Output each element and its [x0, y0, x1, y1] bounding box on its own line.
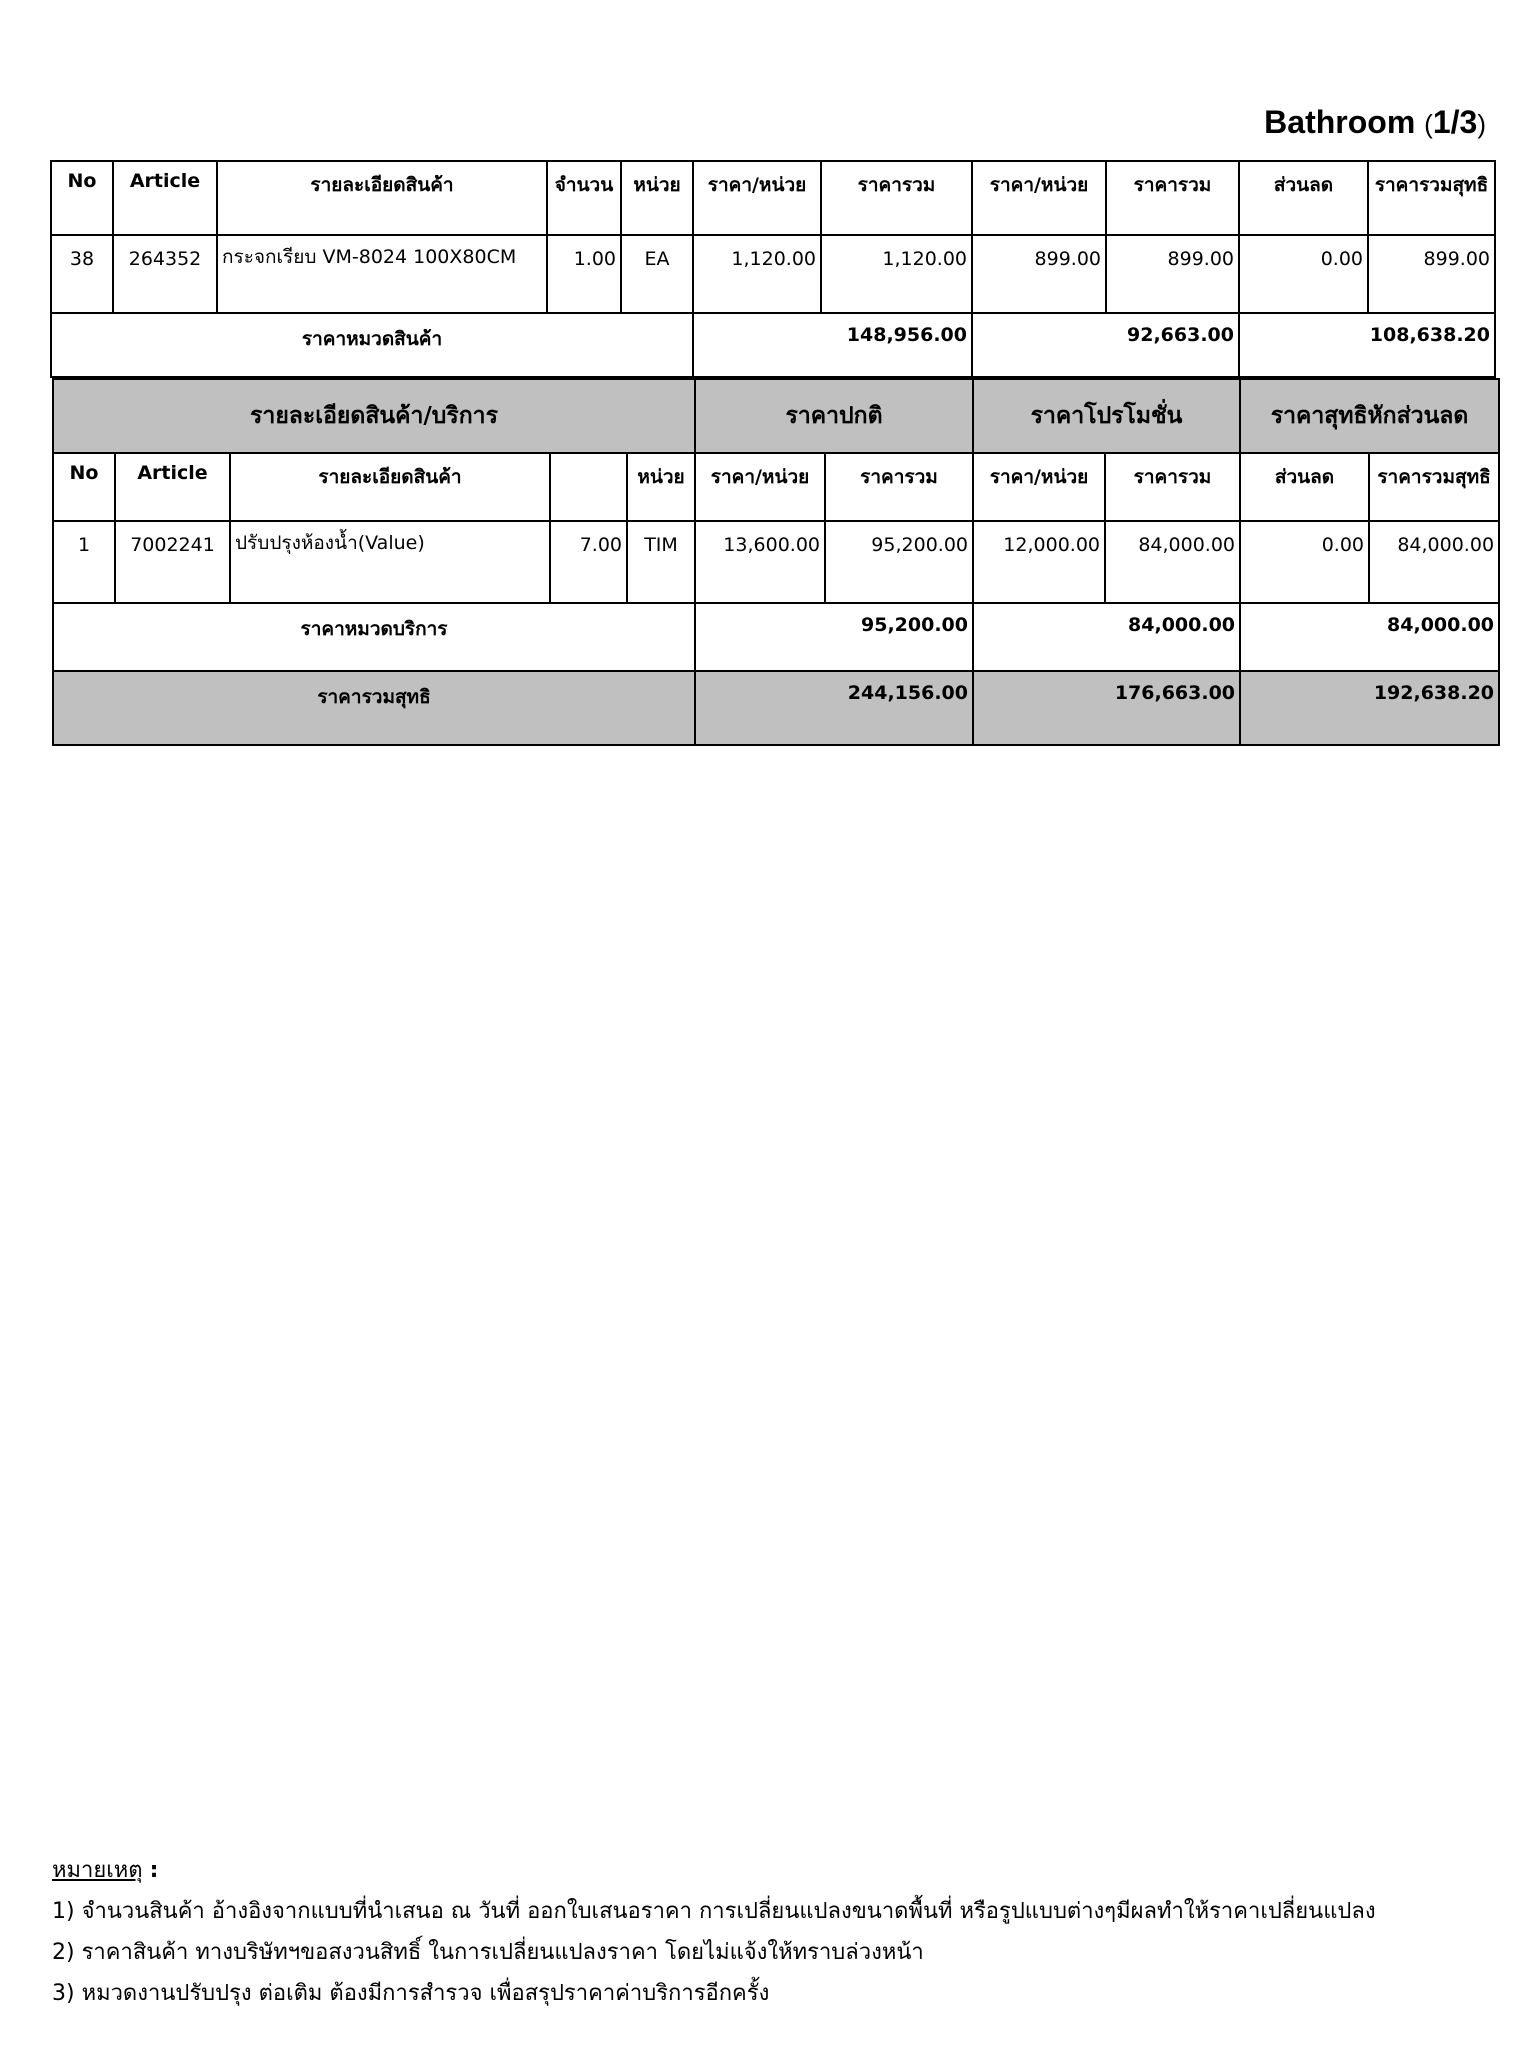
- col-header-unit: หน่วย: [621, 161, 693, 235]
- service-table: [52, 378, 1500, 746]
- col-header-article: Article: [115, 453, 230, 521]
- table-row: [53, 521, 1499, 603]
- col-header-description: รายละเอียดสินค้า: [230, 453, 550, 521]
- row-description: ปรับปรุงห้องน้ำ(Value): [230, 521, 550, 603]
- grand-total-net: 192,638.20: [1240, 671, 1499, 745]
- col-header-normal-total: ราคารวม: [821, 161, 972, 235]
- grand-total-row: [53, 671, 1499, 745]
- col-header-promo-total: ราคารวม: [1105, 453, 1240, 521]
- remarks-section: [52, 1850, 1376, 2014]
- row-discount: 0.00: [1239, 235, 1368, 313]
- row-unit: EA: [621, 235, 693, 313]
- col-header-net-total: ราคารวมสุทธิ: [1368, 161, 1495, 235]
- row-normal-unit-price: 13,600.00: [695, 521, 825, 603]
- service-section-header: [53, 379, 1499, 453]
- service-subtotal-promo: 84,000.00: [973, 603, 1240, 671]
- row-qty: 7.00: [550, 521, 627, 603]
- col-header-promo-total: ราคารวม: [1106, 161, 1239, 235]
- service-subtotal-net: 84,000.00: [1240, 603, 1499, 671]
- row-promo-unit-price: 12,000.00: [973, 521, 1105, 603]
- col-header-description: รายละเอียดสินค้า: [217, 161, 547, 235]
- row-no: 1: [53, 521, 115, 603]
- grand-total-promo: 176,663.00: [973, 671, 1240, 745]
- col-header-promo-unit-price: ราคา/หน่วย: [973, 453, 1105, 521]
- row-unit: TIM: [627, 521, 695, 603]
- section-header-normal-price: ราคาปกติ: [695, 379, 973, 453]
- product-subtotal-promo: 92,663.00: [972, 313, 1239, 377]
- col-header-article: Article: [113, 161, 217, 235]
- service-subtotal-row: [53, 603, 1499, 671]
- remarks-line-2: 2) ราคาสินค้า ทางบริษัทฯขอสงวนสิทธิ์ ในการเปลี่ยนแปลงราคา โดยไม่แจ้งให้ทราบล่วงหน้า: [52, 1940, 924, 1965]
- product-subtotal-normal: 148,956.00: [693, 313, 972, 377]
- col-header-normal-total: ราคารวม: [825, 453, 973, 521]
- col-header-qty: [550, 453, 627, 521]
- remarks-heading-text: หมายเหตุ: [52, 1858, 143, 1883]
- product-table-header: [51, 161, 1495, 235]
- row-qty: 1.00: [547, 235, 621, 313]
- col-header-promo-unit-price: ราคา/หน่วย: [972, 161, 1106, 235]
- row-promo-unit-price: 899.00: [972, 235, 1106, 313]
- service-subtotal-normal: 95,200.00: [695, 603, 973, 671]
- remarks-heading: [52, 1850, 1376, 1891]
- col-header-unit: หน่วย: [627, 453, 695, 521]
- service-table-header: [53, 453, 1499, 521]
- row-description: กระจกเรียบ VM-8024 100X80CM: [217, 235, 547, 313]
- col-header-discount: ส่วนลด: [1239, 161, 1368, 235]
- section-header-net-price: ราคาสุทธิหักส่วนลด: [1240, 379, 1499, 453]
- page-title: Bathroom (1/3): [1264, 104, 1486, 140]
- col-header-qty: จำนวน: [547, 161, 621, 235]
- col-header-normal-unit-price: ราคา/หน่วย: [693, 161, 821, 235]
- row-promo-total: 899.00: [1106, 235, 1239, 313]
- remarks-line-1: 1) จำนวนสินค้า อ้างอิงจากแบบที่นำเสนอ ณ วันที่ ออกใบเสนอราคา การเปลี่ยนแปลงขนาดพื้นที่ หรือรูปแบบต่างๆมีผลทำให้ราคาเปลี่ยนแปลง: [52, 1899, 1376, 1924]
- remarks-line-3: 3) หมวดงานปรับปรุง ต่อเติม ต้องมีการสำรวจ เพื่อสรุปราคาค่าบริการอีกครั้ง: [52, 1981, 770, 2006]
- col-header-no: No: [51, 161, 113, 235]
- col-header-discount: ส่วนลด: [1240, 453, 1369, 521]
- row-article: 264352: [113, 235, 217, 313]
- service-subtotal-label: ราคาหมวดบริการ: [53, 603, 695, 671]
- row-no: 38: [51, 235, 113, 313]
- product-subtotal-net: 108,638.20: [1239, 313, 1495, 377]
- product-subtotal-row: [51, 313, 1495, 377]
- col-header-no: No: [53, 453, 115, 521]
- row-normal-total: 95,200.00: [825, 521, 973, 603]
- grand-total-label: ราคารวมสุทธิ: [53, 671, 695, 745]
- page-title-text: Bathroom: [1264, 104, 1416, 140]
- remarks-heading-colon: :: [149, 1858, 159, 1883]
- col-header-net-total: ราคารวมสุทธิ: [1369, 453, 1499, 521]
- page-number-label: 1/3: [1432, 104, 1478, 140]
- section-header-promo-price: ราคาโปรโมชั่น: [973, 379, 1240, 453]
- row-promo-total: 84,000.00: [1105, 521, 1240, 603]
- row-net-total: 899.00: [1368, 235, 1495, 313]
- table-row: [51, 235, 1495, 313]
- row-normal-unit-price: 1,120.00: [693, 235, 821, 313]
- product-table: [50, 160, 1496, 378]
- row-net-total: 84,000.00: [1369, 521, 1499, 603]
- row-normal-total: 1,120.00: [821, 235, 972, 313]
- row-discount: 0.00: [1240, 521, 1369, 603]
- product-subtotal-label: ราคาหมวดสินค้า: [51, 313, 693, 377]
- section-header-description: รายละเอียดสินค้า/บริการ: [53, 379, 695, 453]
- grand-total-normal: 244,156.00: [695, 671, 973, 745]
- row-article: 7002241: [115, 521, 230, 603]
- col-header-normal-unit-price: ราคา/หน่วย: [695, 453, 825, 521]
